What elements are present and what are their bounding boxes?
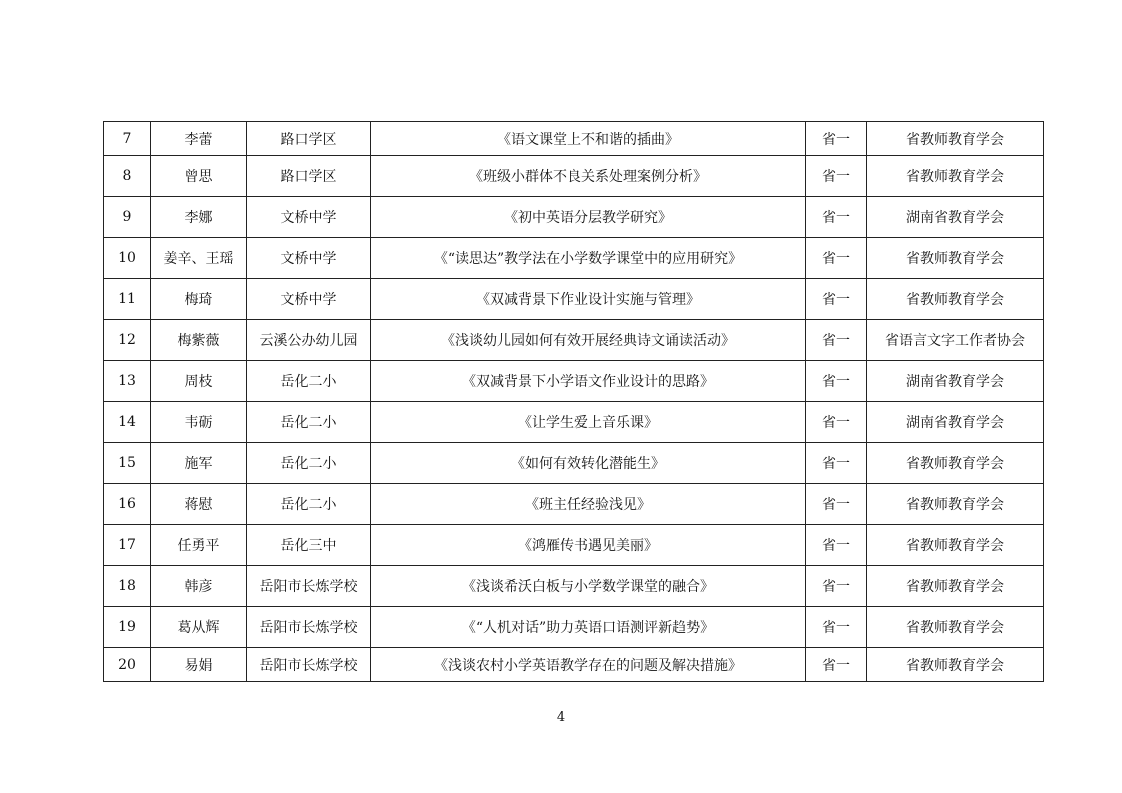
paper-title: 《鸿雁传书遇见美丽》 <box>371 525 806 566</box>
award-level: 省一 <box>806 484 867 525</box>
paper-title: 《如何有效转化潜能生》 <box>371 443 806 484</box>
school-unit: 岳化二小 <box>247 361 371 402</box>
award-level: 省一 <box>806 238 867 279</box>
school-unit: 岳阳市长炼学校 <box>247 566 371 607</box>
award-level: 省一 <box>806 648 867 682</box>
awarding-org: 省教师教育学会 <box>867 648 1044 682</box>
row-number: 10 <box>104 238 151 279</box>
award-level: 省一 <box>806 443 867 484</box>
table-row <box>104 402 1044 443</box>
row-number: 7 <box>104 122 151 156</box>
school-unit: 岳阳市长炼学校 <box>247 607 371 648</box>
award-level: 省一 <box>806 525 867 566</box>
school-unit: 岳化二小 <box>247 484 371 525</box>
awarding-org: 省教师教育学会 <box>867 484 1044 525</box>
author-name: 蒋慰 <box>151 484 247 525</box>
row-number: 20 <box>104 648 151 682</box>
school-unit: 文桥中学 <box>247 279 371 320</box>
author-name: 李娜 <box>151 197 247 238</box>
awarding-org: 省教师教育学会 <box>867 238 1044 279</box>
awarding-org: 省教师教育学会 <box>867 607 1044 648</box>
award-level: 省一 <box>806 402 867 443</box>
award-level: 省一 <box>806 607 867 648</box>
paper-title: 《初中英语分层教学研究》 <box>371 197 806 238</box>
author-name: 姜辛、王瑶 <box>151 238 247 279</box>
awarding-org: 省教师教育学会 <box>867 525 1044 566</box>
row-number: 18 <box>104 566 151 607</box>
awarding-org: 省教师教育学会 <box>867 156 1044 197</box>
row-number: 15 <box>104 443 151 484</box>
paper-title: 《浅谈希沃白板与小学数学课堂的融合》 <box>371 566 806 607</box>
row-number: 14 <box>104 402 151 443</box>
table-row <box>104 238 1044 279</box>
award-level: 省一 <box>806 320 867 361</box>
table-row <box>104 566 1044 607</box>
awarding-org: 省教师教育学会 <box>867 443 1044 484</box>
paper-title: 《双减背景下小学语文作业设计的思路》 <box>371 361 806 402</box>
awarding-org: 省语言文字工作者协会 <box>867 320 1044 361</box>
row-number: 17 <box>104 525 151 566</box>
row-number: 9 <box>104 197 151 238</box>
awarding-org: 省教师教育学会 <box>867 122 1044 156</box>
award-level: 省一 <box>806 197 867 238</box>
author-name: 葛从辉 <box>151 607 247 648</box>
paper-title: 《班主任经验浅见》 <box>371 484 806 525</box>
paper-title: 《浅谈幼儿园如何有效开展经典诗文诵读活动》 <box>371 320 806 361</box>
awarding-org: 湖南省教育学会 <box>867 402 1044 443</box>
award-level: 省一 <box>806 566 867 607</box>
school-unit: 路口学区 <box>247 122 371 156</box>
author-name: 梅琦 <box>151 279 247 320</box>
paper-title: 《双减背景下作业设计实施与管理》 <box>371 279 806 320</box>
row-number: 12 <box>104 320 151 361</box>
school-unit: 文桥中学 <box>247 197 371 238</box>
author-name: 梅紫薇 <box>151 320 247 361</box>
school-unit: 岳阳市长炼学校 <box>247 648 371 682</box>
paper-title: 《浅谈农村小学英语教学存在的问题及解决措施》 <box>371 648 806 682</box>
school-unit: 岳化三中 <box>247 525 371 566</box>
page-number: 4 <box>556 710 566 725</box>
awarding-org: 湖南省教育学会 <box>867 197 1044 238</box>
table-row <box>104 156 1044 197</box>
author-name: 易娟 <box>151 648 247 682</box>
row-number: 16 <box>104 484 151 525</box>
school-unit: 文桥中学 <box>247 238 371 279</box>
awarding-org: 省教师教育学会 <box>867 566 1044 607</box>
table-row <box>104 607 1044 648</box>
author-name: 曾思 <box>151 156 247 197</box>
row-number: 11 <box>104 279 151 320</box>
award-level: 省一 <box>806 279 867 320</box>
table-row <box>104 484 1044 525</box>
author-name: 韦砺 <box>151 402 247 443</box>
award-table <box>103 121 1044 682</box>
table-row <box>104 443 1044 484</box>
award-level: 省一 <box>806 156 867 197</box>
table-row <box>104 279 1044 320</box>
table-row <box>104 525 1044 566</box>
school-unit: 路口学区 <box>247 156 371 197</box>
paper-title: 《班级小群体不良关系处理案例分析》 <box>371 156 806 197</box>
paper-title: 《让学生爱上音乐课》 <box>371 402 806 443</box>
table-row <box>104 122 1044 156</box>
award-table-body <box>104 122 1044 682</box>
paper-title: 《“读思达”教学法在小学数学课堂中的应用研究》 <box>371 238 806 279</box>
awarding-org: 省教师教育学会 <box>867 279 1044 320</box>
paper-title: 《“人机对话”助力英语口语测评新趋势》 <box>371 607 806 648</box>
row-number: 13 <box>104 361 151 402</box>
table-row <box>104 361 1044 402</box>
author-name: 施军 <box>151 443 247 484</box>
award-level: 省一 <box>806 361 867 402</box>
awarding-org: 湖南省教育学会 <box>867 361 1044 402</box>
school-unit: 岳化二小 <box>247 443 371 484</box>
table-row <box>104 320 1044 361</box>
award-level: 省一 <box>806 122 867 156</box>
row-number: 8 <box>104 156 151 197</box>
school-unit: 岳化二小 <box>247 402 371 443</box>
author-name: 周枝 <box>151 361 247 402</box>
table-row <box>104 648 1044 682</box>
author-name: 任勇平 <box>151 525 247 566</box>
author-name: 李蕾 <box>151 122 247 156</box>
paper-title: 《语文课堂上不和谐的插曲》 <box>371 122 806 156</box>
school-unit: 云溪公办幼儿园 <box>247 320 371 361</box>
author-name: 韩彦 <box>151 566 247 607</box>
table-row <box>104 197 1044 238</box>
row-number: 19 <box>104 607 151 648</box>
